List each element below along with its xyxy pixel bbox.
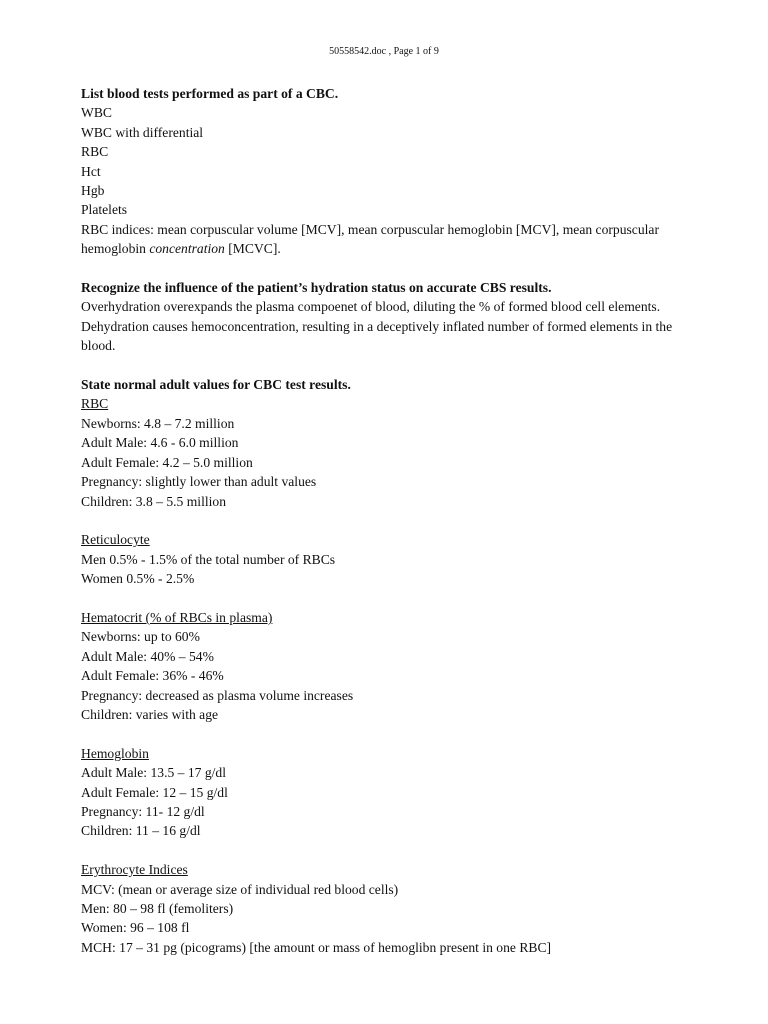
paragraph-line: Dehydration causes hemoconcentration, resulting in a deceptively inflated number of formed elements in the <box>81 318 673 334</box>
paragraph-line: Overhydration overexpands the plasma compoenet of blood, diluting the % of formed blood cell elements. <box>81 299 661 315</box>
subheading-rbc: RBC <box>81 396 109 412</box>
value-line: Pregnancy: decreased as plasma volume increases <box>81 687 354 703</box>
value-line: Men: 80 – 98 fl (femoliters) <box>81 900 234 916</box>
value-line: Women 0.5% - 2.5% <box>81 571 195 587</box>
list-item: Platelets <box>81 202 128 218</box>
value-line: MCH: 17 – 31 pg (picograms) [the amount or mass of hemoglibn present in one RBC] <box>81 939 552 955</box>
paragraph-gap <box>81 841 701 860</box>
value-line: Pregnancy: 11- 12 g/dl <box>81 803 205 819</box>
section-heading-hydration: Recognize the influence of the patient’s hydration status on accurate CBS results. <box>81 280 552 296</box>
subheading-hemoglobin: Hemoglobin <box>81 745 149 761</box>
indices-text-emphasis: concentration <box>149 241 225 257</box>
list-item: Hct <box>81 163 101 179</box>
section-heading-cbc-tests: List blood tests performed as part of a CBC. <box>81 86 339 101</box>
indices-text-pre: hemoglobin <box>81 241 150 257</box>
rbc-indices-line-continued <box>81 239 701 258</box>
paragraph-gap <box>81 724 701 743</box>
list-item: WBC <box>81 105 112 121</box>
value-line: Adult Male: 40% – 54% <box>81 648 214 664</box>
subheading-erythrocyte-indices: Erythrocyte Indices <box>81 862 188 878</box>
value-line: Adult Male: 13.5 – 17 g/dl <box>81 765 226 781</box>
value-line: Men 0.5% - 1.5% of the total number of RBCs <box>81 551 336 567</box>
value-line: Newborns: 4.8 – 7.2 million <box>81 415 235 431</box>
value-line: Children: 11 – 16 g/dl <box>81 823 201 839</box>
section-heading-normal-values: State normal adult values for CBC test results. <box>81 377 351 393</box>
value-line: Adult Male: 4.6 - 6.0 million <box>81 435 239 451</box>
list-item: Hgb <box>81 183 105 199</box>
paragraph-gap <box>81 589 701 608</box>
paragraph-gap <box>81 356 701 375</box>
indices-text-post: [MCVC]. <box>224 241 281 257</box>
list-item: WBC with differential <box>81 124 204 140</box>
paragraph-gap <box>81 511 701 530</box>
value-line: Children: 3.8 – 5.5 million <box>81 493 226 509</box>
value-line: Newborns: up to 60% <box>81 629 200 645</box>
document-body <box>81 84 701 957</box>
value-line: Children: varies with age <box>81 706 219 722</box>
value-line: MCV: (mean or average size of individual red blood cells) <box>81 881 399 897</box>
page-header: 50558542.doc , Page 1 of 9 <box>329 46 439 57</box>
value-line: Adult Female: 12 – 15 g/dl <box>81 784 228 800</box>
list-item: RBC <box>81 144 109 160</box>
value-line: Adult Female: 36% - 46% <box>81 668 224 684</box>
paragraph-gap <box>81 259 701 278</box>
paragraph-line: blood. <box>81 338 116 354</box>
subheading-hematocrit: Hematocrit (% of RBCs in plasma) <box>81 609 273 625</box>
subheading-reticulocyte: Reticulocyte <box>81 532 150 548</box>
rbc-indices-line: RBC indices: mean corpuscular volume [MCV], mean corpuscular hemoglobin [MCV], mean corpuscular <box>81 221 659 237</box>
value-line: Pregnancy: slightly lower than adult values <box>81 474 317 490</box>
value-line: Adult Female: 4.2 – 5.0 million <box>81 454 253 470</box>
value-line: Women: 96 – 108 fl <box>81 920 190 936</box>
